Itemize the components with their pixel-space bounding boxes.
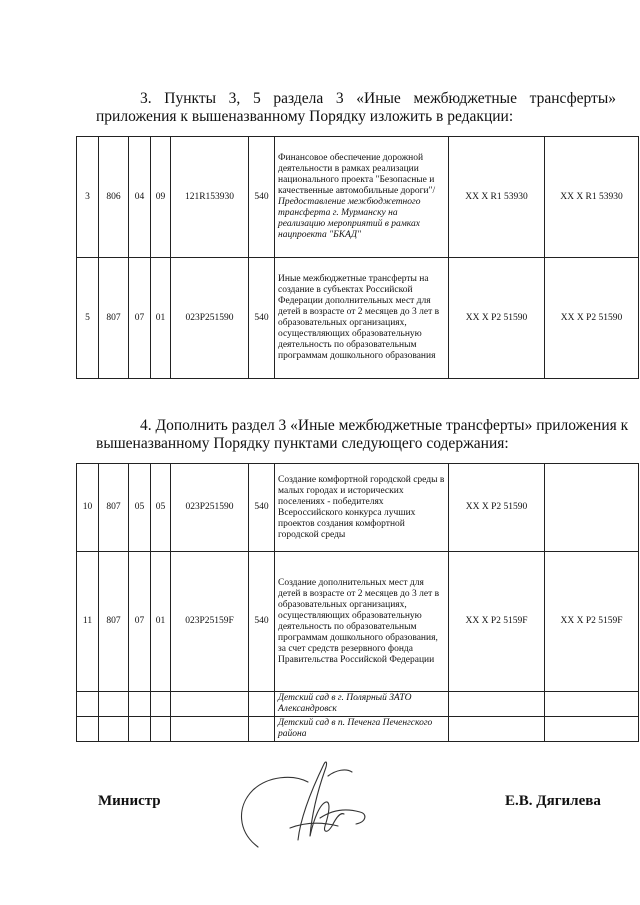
ministry-code: 807 bbox=[99, 258, 129, 379]
subsection-code: 01 bbox=[151, 552, 171, 692]
subsection-code: 09 bbox=[151, 137, 171, 258]
subsection-code: 05 bbox=[151, 464, 171, 552]
expense-type-code: 540 bbox=[249, 137, 275, 258]
target-article-code: 121R153930 bbox=[171, 137, 249, 258]
expense-type-code: 540 bbox=[249, 258, 275, 379]
section-code: 07 bbox=[129, 552, 151, 692]
section-code: 07 bbox=[129, 258, 151, 379]
handwritten-signature-icon bbox=[228, 752, 378, 862]
signatory-role: Министр bbox=[98, 793, 161, 809]
target-article-code: 023P251590 bbox=[171, 258, 249, 379]
section-code: 05 bbox=[129, 464, 151, 552]
section4-para-line-1: 4. Дополнить раздел 3 «Иные межбюджетные трансферты» приложения к bbox=[140, 417, 629, 434]
section3-paragraph bbox=[96, 90, 616, 126]
description-cell bbox=[275, 137, 449, 258]
subsection-code: 01 bbox=[151, 258, 171, 379]
section3-para-line-1: 3. Пункты 3, 5 раздела 3 «Иные межбюджетные трансферты» bbox=[140, 90, 616, 107]
description-cell: Создание комфортной городской среды в малых городах и исторических поселениях - победителях Всероссийского конкурса лучших проектов создания комфортной городской среды bbox=[275, 464, 449, 552]
row-number: 3 bbox=[77, 137, 99, 258]
description-cell: Создание дополнительных мест для детей в возрасте от 2 месяцев до 3 лет в образовательных организациях, осуществляющих образовательную деятельность по образовательным программам дошкольного образования, за счет средств резервного фонда Правительства Российской Федерации bbox=[275, 552, 449, 692]
sub-row-description: Детский сад в п. Печенга Печенгского района bbox=[275, 717, 449, 742]
code-cell-1: ХХ Х R1 53930 bbox=[449, 137, 545, 258]
row-number: 10 bbox=[77, 464, 99, 552]
table-row bbox=[77, 717, 639, 742]
section4-table bbox=[76, 463, 639, 742]
signatory-name: Е.В. Дягилева bbox=[505, 793, 601, 809]
section3-table bbox=[76, 136, 639, 379]
description-cell bbox=[275, 258, 449, 379]
ministry-code: 807 bbox=[99, 552, 129, 692]
ministry-code: 806 bbox=[99, 137, 129, 258]
ministry-code: 807 bbox=[99, 464, 129, 552]
table-row bbox=[77, 552, 639, 692]
description-text: Иные межбюджетные трансферты на создание в субъектах Российской Федерации дополнительных мест для детей в возрасте от 2 месяцев до 3 лет в образовательных организациях, осуществляющих образовательную деятельность по образовательным программам дошкольного образования bbox=[278, 274, 440, 361]
section-code: 04 bbox=[129, 137, 151, 258]
section4-paragraph bbox=[96, 417, 629, 453]
target-article-code: 023P25159F bbox=[171, 552, 249, 692]
target-article-code: 023P251590 bbox=[171, 464, 249, 552]
row-number: 5 bbox=[77, 258, 99, 379]
section4-para-line-2: вышеназванному Порядку пунктами следующего содержания: bbox=[96, 435, 509, 452]
expense-type-code: 540 bbox=[249, 552, 275, 692]
sub-row-description: Детский сад в г. Полярный ЗАТО Александровск bbox=[275, 692, 449, 717]
code-cell-2: ХХ Х Р2 5159F bbox=[545, 552, 639, 692]
section3-para-line-2: приложения к вышеназванному Порядку изложить в редакции: bbox=[96, 108, 514, 125]
code-cell-1: ХХ Х Р2 51590 bbox=[449, 258, 545, 379]
table-row bbox=[77, 692, 639, 717]
table-row bbox=[77, 137, 639, 258]
code-cell-1: ХХ Х Р2 5159F bbox=[449, 552, 545, 692]
code-cell-2 bbox=[545, 464, 639, 552]
table-row bbox=[77, 258, 639, 379]
expense-type-code: 540 bbox=[249, 464, 275, 552]
code-cell-1: ХХ Х Р2 51590 bbox=[449, 464, 545, 552]
code-cell-2: ХХ Х R1 53930 bbox=[545, 137, 639, 258]
code-cell-2: ХХ Х Р2 51590 bbox=[545, 258, 639, 379]
description-italic-text: Предоставление межбюджетного трансферта г. Мурманску на реализацию мероприятий в рамках нацпроекта "БКАД" bbox=[278, 197, 421, 240]
table-row bbox=[77, 464, 639, 552]
description-text: Финансовое обеспечение дорожной деятельности в рамках реализации национального проекта "Безопасные и качественные автомобильные дороги"/ bbox=[278, 153, 436, 196]
row-number: 11 bbox=[77, 552, 99, 692]
